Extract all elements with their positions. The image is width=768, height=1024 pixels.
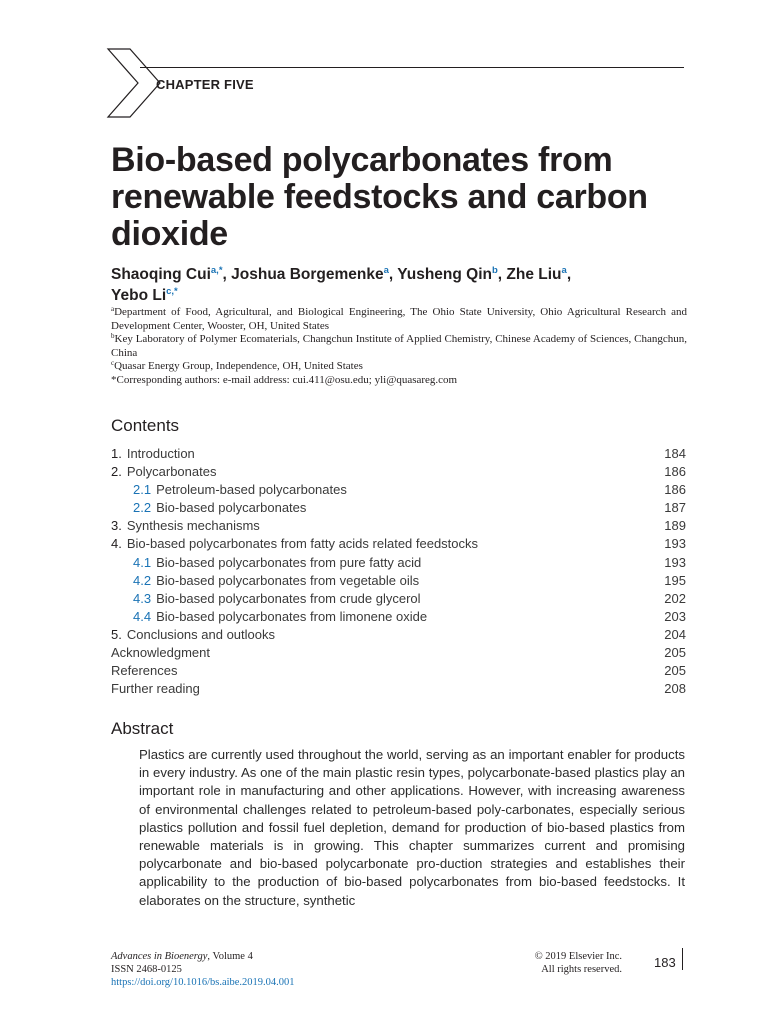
toc-entry-label: Further reading	[111, 681, 200, 697]
toc-entry-number: 4.3	[133, 590, 152, 606]
toc-entry-page: 208	[664, 681, 686, 697]
toc-entry-label: Bio-based polycarbonates from crude glycerol	[156, 590, 421, 606]
toc-entry[interactable]	[111, 463, 686, 481]
toc-entry-title	[111, 680, 200, 698]
toc-entry-title	[111, 445, 195, 463]
toc-entry[interactable]	[111, 662, 686, 680]
toc-entry-page: 193	[664, 536, 686, 552]
toc-entry-number: 5.	[111, 626, 122, 642]
toc-entry[interactable]	[111, 572, 686, 590]
author-separator: ,	[566, 266, 572, 283]
rights-line: All rights reserved.	[541, 964, 622, 975]
author-separator: ,	[388, 266, 398, 283]
toc-entry-title	[111, 535, 478, 553]
toc-entry-number: 3.	[111, 518, 122, 534]
toc-entry-number: 1.	[111, 446, 122, 461]
toc-entry-page: 202	[664, 590, 686, 606]
abstract-heading: Abstract	[111, 719, 174, 738]
author-separator: ,	[497, 266, 507, 283]
toc-entry-label: Synthesis mechanisms	[126, 518, 260, 534]
toc-entry-title	[133, 608, 427, 626]
toc-entry-page: 204	[664, 626, 686, 642]
affiliation-text: Quasar Energy Group, Independence, OH, United States	[114, 360, 363, 372]
contents-heading: Contents	[111, 416, 180, 435]
affiliations	[111, 306, 687, 387]
toc-entry[interactable]	[111, 644, 686, 662]
author-affiliation-marker[interactable]: c,*	[166, 286, 178, 297]
toc-entry-number: 4.4	[133, 608, 152, 624]
toc-entry-label: References	[111, 663, 178, 679]
toc-entry-number: 4.2	[133, 572, 152, 588]
author-name: Zhe Liu	[506, 266, 562, 283]
chapter-label: CHAPTER FIVE	[156, 77, 254, 92]
toc-entry-label: Polycarbonates	[126, 464, 217, 480]
footer-copyright	[480, 950, 622, 976]
copyright-line: © 2019 Elsevier Inc.	[534, 951, 622, 962]
journal-name: Advances in Bioenergy	[111, 951, 208, 962]
author-separator: ,	[222, 266, 232, 283]
toc-entry-title	[133, 499, 306, 517]
toc-entry-page: 184	[664, 446, 686, 461]
author-name: Shaoqing Cui	[111, 266, 211, 283]
toc-entry-page: 205	[664, 645, 686, 661]
affiliation-marker: b	[111, 332, 115, 340]
toc-entry-label: Conclusions and outlooks	[126, 626, 275, 642]
toc-entry-label: Introduction	[126, 446, 195, 461]
author-affiliation-marker[interactable]: a,*	[210, 265, 223, 276]
author-list	[111, 264, 701, 306]
toc-entry[interactable]	[111, 481, 686, 499]
toc-entry-title	[111, 626, 275, 644]
toc-entry-number: 4.	[111, 536, 122, 552]
toc-entry[interactable]	[111, 590, 686, 608]
affiliation-item	[111, 306, 687, 333]
toc-entry-title	[133, 572, 419, 590]
author-affiliation-marker[interactable]: b	[491, 265, 498, 276]
toc-entry-title	[111, 662, 177, 680]
footer-citation	[111, 950, 295, 989]
toc-entry-label: Bio-based polycarbonates from fatty acids related feedstocks	[126, 536, 479, 552]
doi-link[interactable]: https://doi.org/10.1016/bs.aibe.2019.04.001	[111, 977, 295, 988]
toc-entry-title	[111, 517, 260, 535]
journal-volume: , Volume 4	[207, 951, 253, 962]
abstract-text: Plastics are currently used throughout the world, serving as an important enabler for products in every industry. As one of the main plastic resin types, polycarbonate-based plastics play an important role in manufacturing and other applications. However, with increasing awareness of environmental challenges related to petroleum-based poly-carbonates, especially serious plastics pollution and fossil fuel depletion, demand for production of bio-based plastics from renewable materials is in growing. This chapter summarizes current and promising polycarbonate and bio-based polycarbonate pro-duction strategies and establishes their applicability to the production of bio-based polycarbonates from bio-based feedstocks. It elaborates on the structure, synthetic	[139, 747, 685, 908]
affiliation-marker: c	[111, 359, 115, 367]
chapter-title: Bio-based polycarbonates from renewable feedstocks and carbon dioxide	[111, 141, 648, 253]
affiliation-item	[111, 333, 687, 360]
toc-entry-page: 189	[664, 518, 686, 534]
page-number-rule	[682, 948, 683, 970]
toc-entry-label: Bio-based polycarbonates from vegetable oils	[156, 572, 420, 588]
toc-entry[interactable]	[111, 554, 686, 572]
author-affiliation-marker[interactable]: a	[561, 265, 567, 276]
toc-entry[interactable]	[111, 608, 686, 626]
toc-entry[interactable]	[111, 517, 686, 535]
affiliation-marker: a	[111, 305, 115, 313]
affiliation-text: *Corresponding authors: e-mail address: cui.411@osu.edu; yli@quasareg.com	[111, 373, 458, 386]
toc-entry-title	[133, 481, 347, 499]
toc-entry[interactable]	[111, 445, 686, 463]
toc-entry-label: Bio-based polycarbonates from limonene oxide	[156, 608, 428, 624]
affiliation-text: Key Laboratory of Polymer Ecomaterials, Changchun Institute of Applied Chemistry, Chinese Academy of Sciences, Changchun, China	[111, 333, 687, 359]
toc-entry-title	[133, 554, 421, 572]
toc-entry-label: Petroleum-based polycarbonates	[156, 482, 347, 498]
toc-entry-label: Acknowledgment	[111, 645, 210, 661]
toc-entry-number: 2.	[111, 464, 122, 480]
toc-entry-page: 205	[664, 663, 686, 679]
toc-entry-label: Bio-based polycarbonates	[156, 500, 307, 516]
issn: ISSN 2468-0125	[111, 964, 182, 975]
toc-entry-title	[133, 590, 421, 608]
author-affiliation-marker[interactable]: a	[383, 265, 389, 276]
toc-entry-page: 186	[664, 482, 686, 498]
author-name: Yebo Li	[111, 287, 167, 304]
toc-entry-page: 186	[664, 464, 686, 480]
toc-entry-page: 193	[664, 554, 686, 570]
toc-entry-title	[111, 644, 210, 662]
author-name: Joshua Borgemenke	[231, 266, 384, 283]
toc-entry-title	[111, 463, 216, 481]
table-of-contents	[111, 445, 686, 698]
author-name: Yusheng Qin	[397, 266, 492, 283]
page-number: 183	[654, 955, 676, 970]
toc-entry-number: 4.1	[133, 554, 152, 570]
toc-entry-page: 195	[664, 572, 686, 588]
chapter-rule	[140, 67, 684, 68]
toc-entry-page: 187	[664, 500, 686, 516]
toc-entry[interactable]	[111, 499, 686, 517]
affiliation-item	[111, 360, 687, 374]
affiliation-text: Department of Food, Agricultural, and Biological Engineering, The Ohio State University, Ohio Agricultural Research and Development Center, Wooster, OH, United States	[111, 306, 687, 332]
toc-entry[interactable]	[111, 626, 686, 644]
toc-entry-label: Bio-based polycarbonates from pure fatty acid	[156, 554, 422, 570]
affiliation-item	[111, 374, 687, 388]
toc-entry-page: 203	[664, 608, 686, 624]
toc-entry[interactable]	[111, 535, 686, 553]
toc-entry[interactable]	[111, 680, 686, 698]
toc-entry-number: 2.2	[133, 500, 152, 516]
toc-entry-number: 2.1	[133, 482, 152, 498]
